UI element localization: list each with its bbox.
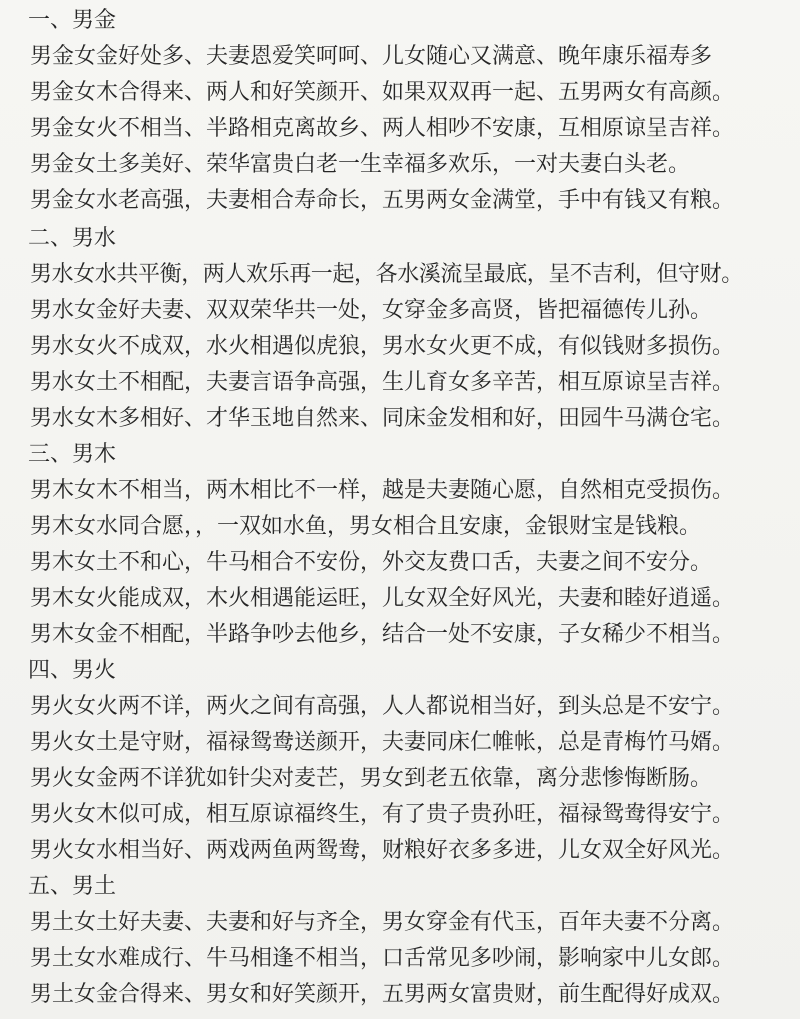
text-line: 男金女火不相当、半路相克离故乡、两人相吵不安康，互相原谅呈吉祥。 <box>30 116 735 141</box>
text-line: 男土女水难成行、牛马相逢不相当，口舌常见多吵闹，影响家中儿女郎。 <box>30 946 735 971</box>
text-line: 男火女金两不详犹如针尖对麦芒，男女到老五依靠，离分悲惨悔断肠。 <box>30 766 713 791</box>
text-line: 男火女土是守财，福禄鸳鸯送颜开，夫妻同床仁帷帐，总是青梅竹马婿。 <box>30 730 735 755</box>
text-line: 男木女水同合愿，，一双如水鱼，男女相合且安康，金银财宝是钱粮。 <box>30 514 702 539</box>
section-heading-earth: 五、男土 <box>28 874 117 899</box>
text-line: 男水女木多相好、才华玉地自然来、同床金发相和好，田园牛马满仓宅。 <box>30 406 735 431</box>
section-heading-fire: 四、男火 <box>28 658 117 683</box>
text-line: 男金女木合得来、两人和好笑颜开、如果双双再一起、五男两女有高颜。 <box>30 80 735 105</box>
section-heading-wood: 三、男木 <box>28 442 117 467</box>
text-line: 男水女水共平衡，两人欢乐再一起，各水溪流呈最底，呈不吉利，但守财。 <box>30 262 743 287</box>
text-line: 男水女火不成双，水火相遇似虎狼，男水女火更不成，有似钱财多损伤。 <box>30 334 735 359</box>
text-line: 男火女火两不详，两火之间有高强，人人都说相当好，到头总是不安宁。 <box>30 694 735 719</box>
text-line: 男火女木似可成，相互原谅福终生，有了贵子贵孙旺，福禄鸳鸯得安宁。 <box>30 802 735 827</box>
section-heading-metal: 一、男金 <box>28 8 117 33</box>
text-line: 男火女水相当好、两戏两鱼两鸳鸯，财粮好衣多多进，儿女双全好风光。 <box>30 838 735 863</box>
text-line: 男土女土好夫妻、夫妻和好与齐全，男女穿金有代玉，百年夫妻不分离。 <box>30 910 735 935</box>
text-line: 男土女金合得来、男女和好笑颜开，五男两女富贵财，前生配得好成双。 <box>30 982 735 1007</box>
text-line: 男木女土不和心，牛马相合不安份，外交友费口舌，夫妻之间不安分。 <box>30 550 713 575</box>
text-line: 男金女金好处多、夫妻恩爱笑呵呵、儿女随心又满意、晚年康乐福寿多 <box>30 44 713 69</box>
text-line: 男水女土不相配，夫妻言语争高强，生儿育女多辛苦，相互原谅呈吉祥。 <box>30 370 735 395</box>
text-line: 男木女木不相当，两木相比不一样，越是夫妻随心愿，自然相克受损伤。 <box>30 478 735 503</box>
text-line: 男金女水老高强，夫妻相合寿命长，五男两女金满堂，手中有钱又有粮。 <box>30 188 735 213</box>
text-line: 男金女土多美好、荣华富贵白老一生幸福多欢乐，一对夫妻白头老。 <box>30 152 691 177</box>
text-line: 男木女金不相配，半路争吵去他乡，结合一处不安康，子女稀少不相当。 <box>30 622 735 647</box>
text-line: 男水女金好夫妻、双双荣华共一处，女穿金多高贤，皆把福德传儿孙。 <box>30 298 713 323</box>
section-heading-water: 二、男水 <box>28 226 117 251</box>
text-line: 男木女火能成双，木火相遇能运旺，儿女双全好风光，夫妻和睦好逍遥。 <box>30 586 735 611</box>
